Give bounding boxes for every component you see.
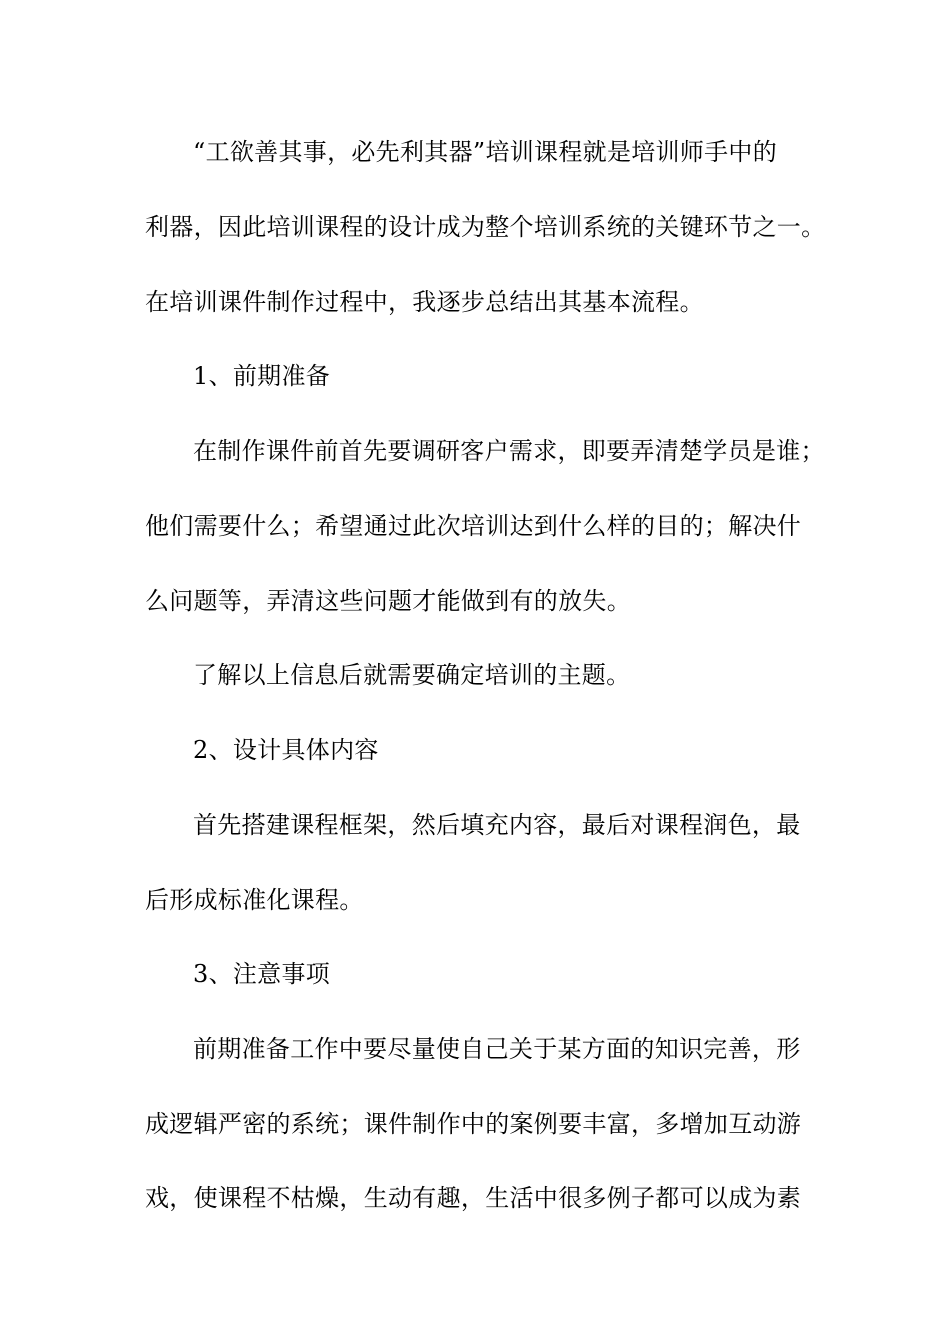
section-heading-3: 3、注意事项 (193, 960, 331, 988)
paragraph-line-1: “工欲善其事，必先利其器”培训课程就是培训师手中的 (193, 138, 778, 166)
paragraph-line-3: 在培训课件制作过程中，我逐步总结出其基本流程。 (145, 288, 704, 316)
paragraph-line-12: 戏，使课程不枯燥，生动有趣，生活中很多例子都可以成为素 (145, 1184, 802, 1212)
paragraph-line-9: 后形成标准化课程。 (145, 886, 364, 914)
section-heading-1: 1、前期准备 (193, 362, 331, 390)
paragraph-line-6: 么问题等，弄清这些问题才能做到有的放失。 (145, 587, 631, 615)
paragraph-line-7: 了解以上信息后就需要确定培训的主题。 (193, 661, 631, 689)
paragraph-line-11: 成逻辑严密的系统；课件制作中的案例要丰富，多增加互动游 (145, 1110, 802, 1138)
paragraph-line-4: 在制作课件前首先要调研客户需求，即要弄清楚学员是谁； (193, 437, 825, 465)
paragraph-line-10: 前期准备工作中要尽量使自己关于某方面的知识完善，形 (193, 1035, 801, 1063)
section-heading-2: 2、设计具体内容 (193, 736, 379, 764)
paragraph-line-8: 首先搭建课程框架，然后填充内容，最后对课程润色，最 (193, 811, 801, 839)
paragraph-line-5: 他们需要什么；希望通过此次培训达到什么样的目的；解决什 (145, 512, 802, 540)
paragraph-line-2: 利器，因此培训课程的设计成为整个培训系统的关键环节之一。 (145, 213, 826, 241)
